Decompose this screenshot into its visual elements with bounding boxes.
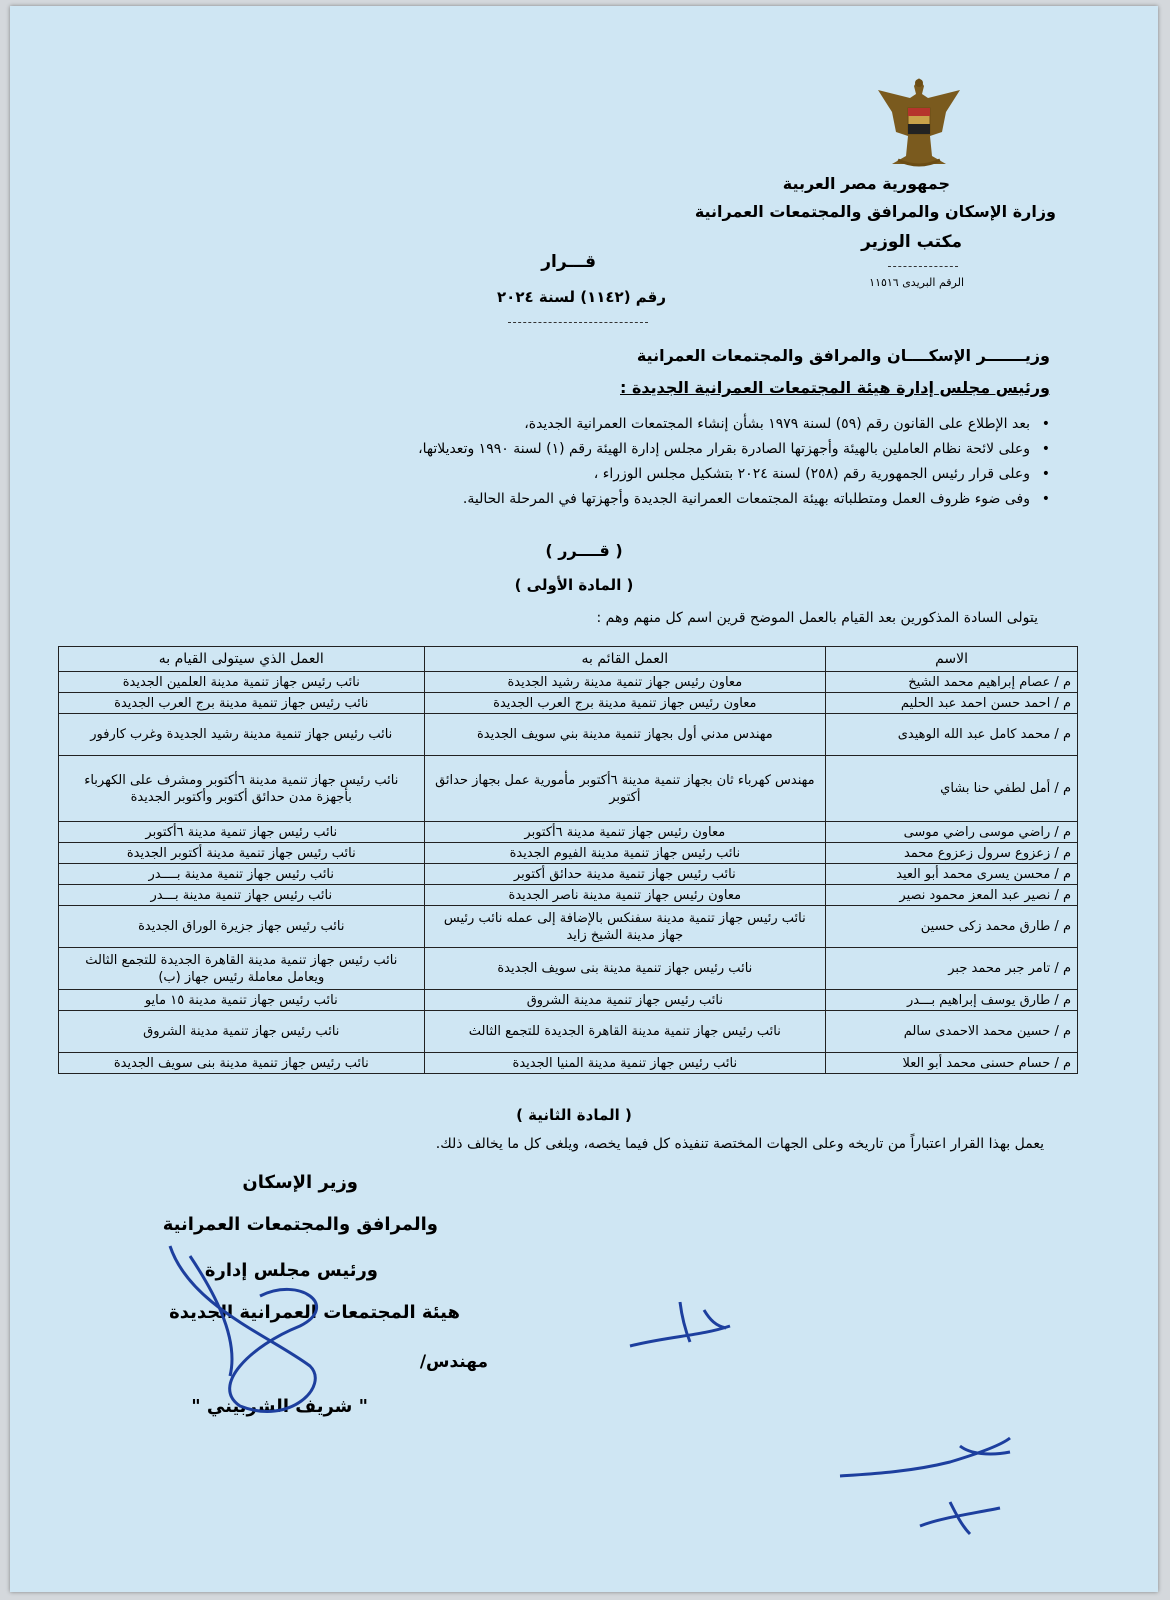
table-row (59, 1053, 1078, 1074)
employee-name: م / عصام إبراهيم محمد الشيخ (826, 672, 1078, 693)
table-row (59, 906, 1078, 948)
preamble-item: • بعد الإطلاع على القانون رقم (٥٩) لسنة ١٩٧٩ بشأن إنشاء المجتمعات العمرانية الجديدة، (152, 412, 1052, 437)
table-row (59, 948, 1078, 990)
issuer-minister: وزيـــــــر الإسكــــان والمرافق والمجتمعات العمرانية (636, 346, 1050, 365)
employee-name: م / محمد كامل عبد الله الوهيدى (826, 714, 1078, 756)
table-row (59, 672, 1078, 693)
table-row (59, 990, 1078, 1011)
current-role: مهندس كهرباء ثان بجهاز تنمية مدينة ٦أكتوبر مأمورية عمل بجهاز حدائق أكتوبر (424, 756, 826, 822)
decree-title: قـــرار (541, 252, 596, 272)
new-role: نائب رئيس جهاز تنمية مدينة ٦أكتوبر (59, 822, 425, 843)
employee-name: م / احمد حسن احمد عبد الحليم (826, 693, 1078, 714)
current-role: نائب رئيس جهاز تنمية مدينة سفنكس بالإضافة إلى عمله نائب رئيس جهاز مدينة الشيخ زايد (424, 906, 826, 948)
current-role: مهندس مدني أول بجهاز تنمية مدينة بني سويف الجديدة (424, 714, 826, 756)
new-role: نائب رئيس جهاز تنمية مدينة العلمين الجديدة (59, 672, 425, 693)
signatory-name: " شريف الشربيني " (191, 1396, 368, 1417)
current-role: نائب رئيس جهاز تنمية مدينة بنى سويف الجديدة (424, 948, 826, 990)
employee-name: م / حسام حسنى محمد أبو العلا (826, 1053, 1078, 1074)
decree-divider (508, 322, 648, 323)
table-header-row (59, 647, 1078, 672)
new-role: نائب رئيس جهاز تنمية مدينة أكتوبر الجديدة (59, 843, 425, 864)
current-role: نائب رئيس جهاز تنمية مدينة الفيوم الجديدة (424, 843, 826, 864)
employee-name: م / أمل لطفي حنا بشاي (826, 756, 1078, 822)
table-row (59, 885, 1078, 906)
decree-page (10, 6, 1158, 1592)
postal-code: الرقم البريدى ١١٥١٦ (869, 276, 964, 289)
signatory-prefix: مهندس/ (419, 1352, 488, 1372)
article-two-title: ( المادة الثانية ) (516, 1106, 632, 1124)
preamble-item: • وعلى لائحة نظام العاملين بالهيئة وأجهزتها الصادرة بقرار مجلس إدارة الهيئة رقم (١) لسنة ١٩٩٠ وتعديلاتها، (152, 437, 1052, 462)
republic-name: جمهورية مصر العربية (782, 174, 950, 193)
office-name: مكتب الوزير (861, 232, 962, 252)
article-one-intro: يتولى السادة المذكورين بعد القيام بالعمل الموضح قرين اسم كل منهم وهم : (596, 610, 1038, 626)
header-divider (888, 266, 958, 267)
new-role: نائب رئيس جهاز تنمية مدينة بنى سويف الجديدة (59, 1053, 425, 1074)
table-row (59, 822, 1078, 843)
new-role: نائب رئيس جهاز تنمية مدينة بـــدر (59, 885, 425, 906)
current-role: نائب رئيس جهاز تنمية مدينة الشروق (424, 990, 826, 1011)
current-role: معاون رئيس جهاز تنمية مدينة ناصر الجديدة (424, 885, 826, 906)
signatory-title-line: ورئيس مجلس إدارة (204, 1260, 378, 1281)
current-role: معاون رئيس جهاز تنمية مدينة رشيد الجديدة (424, 672, 826, 693)
employee-name: م / تامر جبر محمد جبر (826, 948, 1078, 990)
issuer-board-chair: ورئيس مجلس إدارة هيئة المجتمعات العمرانية الجديدة : (620, 378, 1050, 397)
preamble-item: • وعلى قرار رئيس الجمهورية رقم (٢٥٨) لسنة ٢٠٢٤ بتشكيل مجلس الوزراء ، (152, 462, 1052, 487)
employee-name: م / طارق محمد زكى حسين (826, 906, 1078, 948)
preamble-list (152, 412, 1052, 512)
signatory-title-line: وزير الإسكان (242, 1172, 358, 1193)
article-one-title: ( المادة الأولى ) (514, 576, 634, 594)
new-role: نائب رئيس جهاز تنمية مدينة ١٥ مايو (59, 990, 425, 1011)
new-role: نائب رئيس جهاز تنمية مدينة بــــدر (59, 864, 425, 885)
signatory-title-line: هيئة المجتمعات العمرانية الجديدة (169, 1302, 460, 1323)
current-role: نائب رئيس جهاز تنمية مدينة القاهرة الجديدة للتجمع الثالث (424, 1011, 826, 1053)
decree-number: رقم (١١٤٢) لسنة ٢٠٢٤ (497, 288, 666, 306)
table-row (59, 714, 1078, 756)
table-row (59, 756, 1078, 822)
employee-name: م / طارق يوسف إبراهيم بـــدر (826, 990, 1078, 1011)
decided-heading: ( قــــرر ) (545, 541, 623, 560)
new-role: نائب رئيس جهاز جزيرة الوراق الجديدة (59, 906, 425, 948)
employee-name: م / نصير عبد المعز محمود نصير (826, 885, 1078, 906)
current-role: معاون رئيس جهاز تنمية مدينة ٦أكتوبر (424, 822, 826, 843)
new-role: نائب رئيس جهاز تنمية مدينة الشروق (59, 1011, 425, 1053)
article-two-text: يعمل بهذا القرار اعتباراً من تاريخه وعلى الجهات المختصة تنفيذه كل فيما يخصه، ويلغى كل ما يخالف ذلك. (435, 1136, 1044, 1152)
new-role: نائب رئيس جهاز تنمية مدينة برج العرب الجديدة (59, 693, 425, 714)
header-name: الاسم (826, 647, 1078, 672)
table-row (59, 693, 1078, 714)
table-row (59, 1011, 1078, 1053)
new-role: نائب رئيس جهاز تنمية مدينة ٦أكتوبر ومشرف على الكهرباء بأجهزة مدن حدائق أكتوبر وأكتوبر الجديدة (59, 756, 425, 822)
employee-name: م / راضي موسى راضي موسى (826, 822, 1078, 843)
employee-name: م / حسين محمد الاحمدى سالم (826, 1011, 1078, 1053)
assignments-table (58, 646, 1078, 1074)
current-role: نائب رئيس جهاز تنمية مدينة حدائق أكتوبر (424, 864, 826, 885)
table-row (59, 864, 1078, 885)
current-role: نائب رئيس جهاز تنمية مدينة المنيا الجديدة (424, 1053, 826, 1074)
employee-name: م / زعزوع سرول زعزوع محمد (826, 843, 1078, 864)
new-role: نائب رئيس جهاز تنمية مدينة القاهرة الجديدة للتجمع الثالث ويعامل معاملة رئيس جهاز (ب) (59, 948, 425, 990)
new-role: نائب رئيس جهاز تنمية مدينة رشيد الجديدة وغرب كارفور (59, 714, 425, 756)
employee-name: م / محسن يسرى محمد أبو العيد (826, 864, 1078, 885)
ministry-name: وزارة الإسكان والمرافق والمجتمعات العمرانية (694, 202, 1056, 221)
table-row (59, 843, 1078, 864)
header-current-role: العمل القائم به (424, 647, 826, 672)
signatory-title-line: والمرافق والمجتمعات العمرانية (162, 1214, 438, 1235)
eagle-emblem-icon (872, 72, 966, 170)
current-role: معاون رئيس جهاز تنمية مدينة برج العرب الجديدة (424, 693, 826, 714)
header-new-role: العمل الذي سيتولى القيام به (59, 647, 425, 672)
preamble-item: • وفى ضوء ظروف العمل ومتطلباته بهيئة المجتمعات العمرانية الجديدة وأجهزتها في المرحلة الحالية. (152, 487, 1052, 512)
